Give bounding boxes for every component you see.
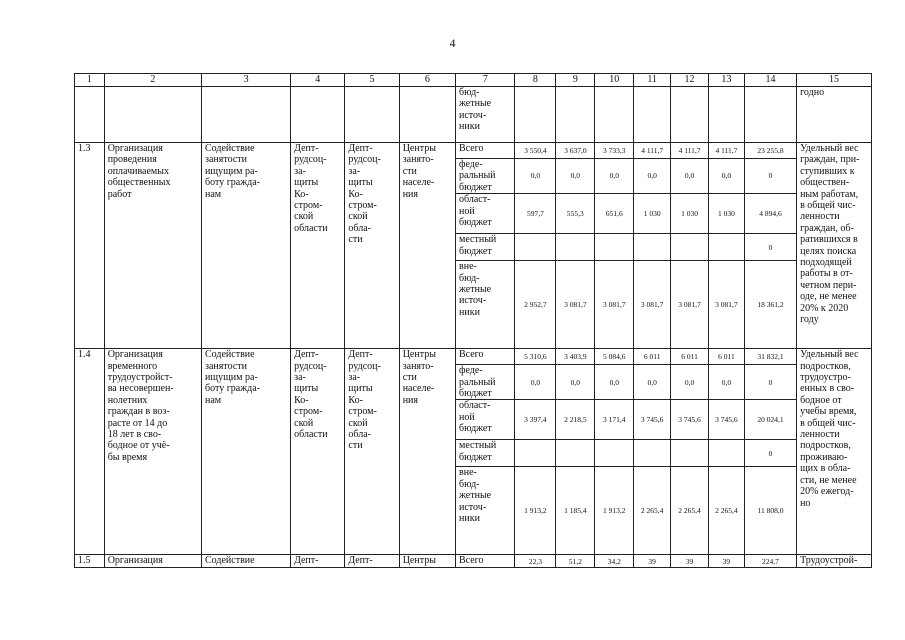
- funding-value: [556, 440, 595, 467]
- funding-value: 597,7: [515, 194, 556, 234]
- item-number: 1.5: [75, 555, 105, 568]
- column-number-row: [75, 74, 872, 87]
- funding-value: 6 011: [671, 349, 709, 365]
- funding-source: феде- ральный бюджет: [456, 365, 515, 400]
- funding-source: вне- бюд- жетные источ- ники: [456, 467, 515, 555]
- co-executor-text: Дeпт- рудсоц- за- щиты Ко- стром- ской обла- сти: [345, 349, 399, 555]
- funding-source: местный бюджет: [456, 234, 515, 261]
- indicator-text: Удельный вес подростков, трудоустро- енных в сво- бодное от учебы время, в общей чис- ленности подростков, проживаю- щих в обла- сти, не менее 20% ежегод- но: [797, 349, 872, 555]
- empty-cell: [104, 87, 201, 143]
- funding-source: Всего: [456, 143, 515, 159]
- funding-source: вне- бюд- жетные источ- ники: [456, 261, 515, 349]
- funding-value: 0,0: [634, 365, 671, 400]
- partner-text: Центры занято- сти населе- ния: [399, 349, 455, 555]
- indicator-text: Трудоустрой-: [797, 555, 872, 568]
- column-number: 4: [291, 74, 345, 87]
- program-table: [74, 73, 872, 568]
- funding-value: 2 265,4: [634, 467, 671, 555]
- funding-value: 1 030: [709, 194, 745, 234]
- funding-source: област- ной бюджет: [456, 194, 515, 234]
- event-name: Организация временного трудоустройст- ва несовершен- нолетних граждан в воз- расте от 14 до 18 лет в сво- бодное от учё- бы время: [104, 349, 201, 555]
- funding-value: 34,2: [595, 555, 634, 568]
- empty-cell: [595, 87, 634, 143]
- funding-value: 5 084,6: [595, 349, 634, 365]
- funding-value: 23 255,8: [744, 143, 796, 159]
- funding-value: 1 185,4: [556, 467, 595, 555]
- funding-value: 51,2: [556, 555, 595, 568]
- funding-value: 3 403,9: [556, 349, 595, 365]
- column-number: 6: [399, 74, 455, 87]
- funding-value: 0: [744, 234, 796, 261]
- column-number: 12: [671, 74, 709, 87]
- funding-source: област- ной бюджет: [456, 400, 515, 440]
- funding-value: [634, 440, 671, 467]
- funding-value: 1 913,2: [595, 467, 634, 555]
- funding-value: [595, 234, 634, 261]
- funding-value: 3 081,7: [634, 261, 671, 349]
- column-number: 3: [202, 74, 291, 87]
- funding-value: [515, 234, 556, 261]
- funding-value: 1 030: [671, 194, 709, 234]
- funding-value: 11 808,0: [744, 467, 796, 555]
- funding-value: 3 171,4: [595, 400, 634, 440]
- funding-row: [75, 349, 872, 365]
- empty-cell: [634, 87, 671, 143]
- funding-value: 3 081,7: [671, 261, 709, 349]
- item-number: 1.3: [75, 143, 105, 349]
- funding-value: 0,0: [671, 159, 709, 194]
- funding-source: Всего: [456, 555, 515, 568]
- funding-value: 2 952,7: [515, 261, 556, 349]
- funding-value: 0,0: [595, 365, 634, 400]
- column-number: 10: [595, 74, 634, 87]
- task-text: Содействие занятости ищущим ра- боту гражда- нам: [202, 349, 291, 555]
- column-number: 8: [515, 74, 556, 87]
- funding-value: 3 081,7: [709, 261, 745, 349]
- continuation-row: [75, 87, 872, 143]
- funding-value: 3 745,6: [671, 400, 709, 440]
- funding-value: 224,7: [744, 555, 796, 568]
- funding-value: [556, 234, 595, 261]
- funding-source: Всего: [456, 349, 515, 365]
- funding-value: [595, 440, 634, 467]
- funding-value: 0,0: [709, 159, 745, 194]
- funding-value: 0,0: [634, 159, 671, 194]
- indicator-text: Удельный вес граждан, при- ступивших к обществен- ным работам, в общей чис- ленности граждан, об- ратившихся в целях поиска подходящей работы в от- четном пери- оде, не менее 20% к 2020 году: [797, 143, 872, 349]
- item-number: 1.4: [75, 349, 105, 555]
- funding-source: бюд- жетные источ- ники: [456, 87, 515, 143]
- column-number: 9: [556, 74, 595, 87]
- funding-value: 18 361,2: [744, 261, 796, 349]
- funding-value: 22,3: [515, 555, 556, 568]
- funding-value: 1 913,2: [515, 467, 556, 555]
- funding-value: 3 550,4: [515, 143, 556, 159]
- funding-value: 0: [744, 159, 796, 194]
- funding-value: 5 310,6: [515, 349, 556, 365]
- funding-value: [634, 234, 671, 261]
- executor-text: Депт- рудсоц- за- щиты Ко- стром- ской области: [291, 143, 345, 349]
- empty-cell: [515, 87, 556, 143]
- empty-cell: [671, 87, 709, 143]
- funding-value: 4 111,7: [671, 143, 709, 159]
- funding-value: 3 081,7: [556, 261, 595, 349]
- funding-value: 0,0: [556, 365, 595, 400]
- empty-cell: [744, 87, 796, 143]
- funding-value: 0,0: [709, 365, 745, 400]
- funding-value: 1 030: [634, 194, 671, 234]
- empty-cell: [556, 87, 595, 143]
- funding-row: [75, 555, 872, 568]
- empty-cell: [291, 87, 345, 143]
- funding-value: 651,6: [595, 194, 634, 234]
- partner-text: Центры: [399, 555, 455, 568]
- funding-value: 555,3: [556, 194, 595, 234]
- funding-value: 39: [671, 555, 709, 568]
- task-text: Содействие: [202, 555, 291, 568]
- funding-value: 4 111,7: [634, 143, 671, 159]
- column-number: 14: [744, 74, 796, 87]
- funding-value: 39: [709, 555, 745, 568]
- column-number: 5: [345, 74, 399, 87]
- funding-value: 2 218,5: [556, 400, 595, 440]
- funding-value: 20 024,1: [744, 400, 796, 440]
- funding-value: 2 265,4: [671, 467, 709, 555]
- funding-value: [709, 440, 745, 467]
- empty-cell: [709, 87, 745, 143]
- funding-value: 0,0: [515, 365, 556, 400]
- page-number: 4: [449, 36, 456, 50]
- funding-value: 4 111,7: [709, 143, 745, 159]
- funding-value: 0: [744, 440, 796, 467]
- co-executor-text: Дeпт- рудсоц- за- щиты Ко- стром- ской обла- сти: [345, 143, 399, 349]
- executor-text: Дeпт-: [291, 555, 345, 568]
- funding-value: 4 894,6: [744, 194, 796, 234]
- indicator-text: годно: [797, 87, 872, 143]
- funding-source: феде- ральный бюджет: [456, 159, 515, 194]
- column-number: 2: [104, 74, 201, 87]
- partner-text: Центры занято- сти населе- ния: [399, 143, 455, 349]
- empty-cell: [202, 87, 291, 143]
- funding-value: 3 397,4: [515, 400, 556, 440]
- funding-source: местный бюджет: [456, 440, 515, 467]
- column-number: 7: [456, 74, 515, 87]
- funding-value: 0: [744, 365, 796, 400]
- funding-value: 2 265,4: [709, 467, 745, 555]
- funding-value: 0,0: [556, 159, 595, 194]
- column-number: 13: [709, 74, 745, 87]
- funding-value: [671, 440, 709, 467]
- event-name: Организация проведения оплачиваемых общественных работ: [104, 143, 201, 349]
- column-number: 1: [75, 74, 105, 87]
- funding-value: [671, 234, 709, 261]
- column-number: 15: [797, 74, 872, 87]
- empty-cell: [345, 87, 399, 143]
- funding-value: 6 011: [709, 349, 745, 365]
- column-number: 11: [634, 74, 671, 87]
- funding-value: 3 081,7: [595, 261, 634, 349]
- empty-cell: [399, 87, 455, 143]
- funding-value: 39: [634, 555, 671, 568]
- funding-value: 3 637,0: [556, 143, 595, 159]
- funding-row: [75, 143, 872, 159]
- co-executor-text: Дeпт-: [345, 555, 399, 568]
- empty-cell: [75, 87, 105, 143]
- task-text: Содействие занятости ищущим ра- боту гражда- нам: [202, 143, 291, 349]
- funding-value: 3 733,3: [595, 143, 634, 159]
- funding-value: 0,0: [671, 365, 709, 400]
- funding-value: [515, 440, 556, 467]
- funding-value: 6 011: [634, 349, 671, 365]
- funding-value: 0,0: [515, 159, 556, 194]
- funding-value: [709, 234, 745, 261]
- executor-text: Дeпт- рудсоц- за- щиты Ко- стром- ской области: [291, 349, 345, 555]
- funding-value: 31 832,1: [744, 349, 796, 365]
- funding-value: 0,0: [595, 159, 634, 194]
- funding-value: 3 745,6: [634, 400, 671, 440]
- funding-value: 3 745,6: [709, 400, 745, 440]
- event-name: Организация: [104, 555, 201, 568]
